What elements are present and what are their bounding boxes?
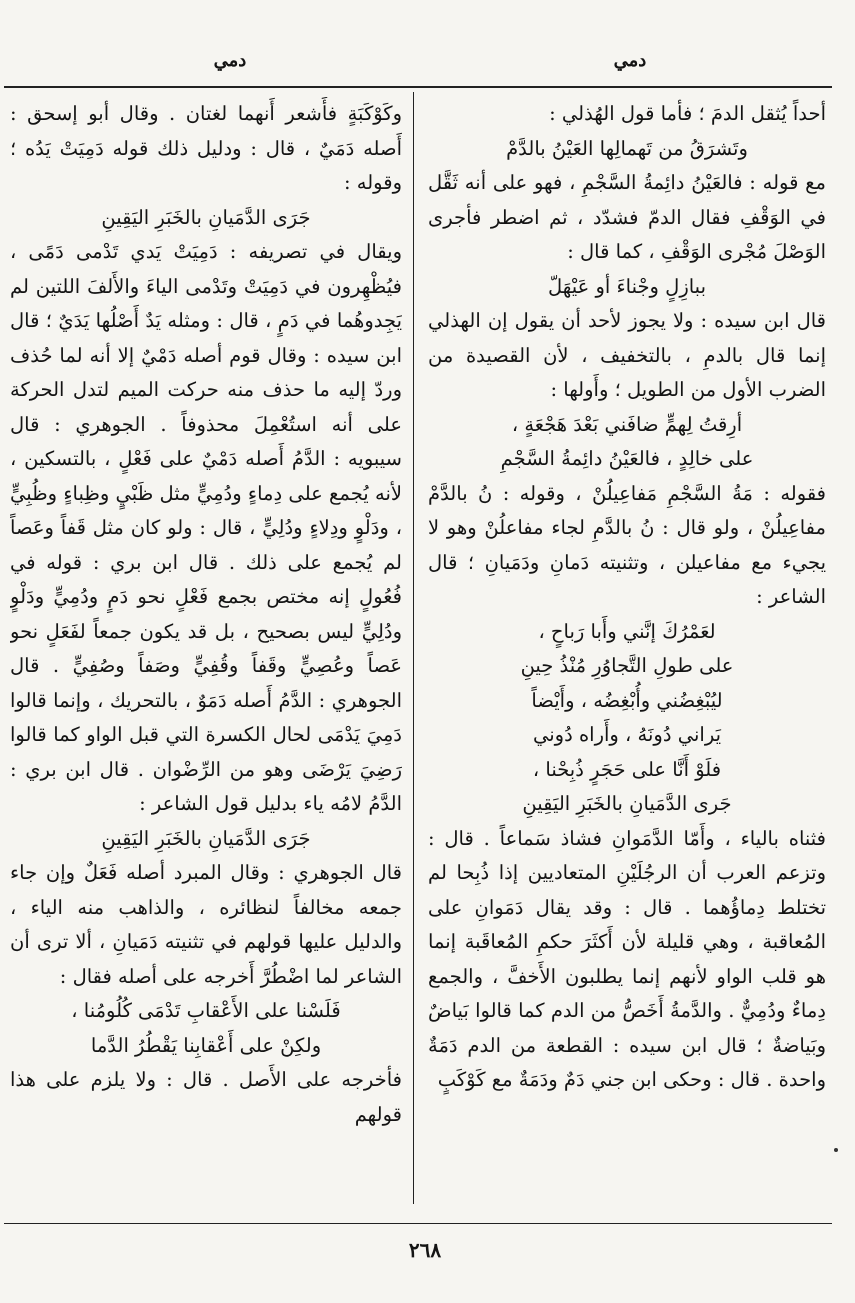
left-column xyxy=(10,97,402,1209)
verse-block xyxy=(428,615,826,822)
right-column xyxy=(428,97,826,1209)
verse-block xyxy=(10,822,402,857)
verse-block xyxy=(428,132,826,167)
verse-line: جَرَى الدَّمَيانِ بالخَبَرِ اليَقِينِ xyxy=(101,205,311,229)
margin-dot xyxy=(834,1148,838,1152)
verse-line: وتَشرَقُ من تَهمالِها العَيْنُ بالدَّمْ xyxy=(506,136,748,160)
body-paragraph: مع قوله : فالعَيْنُ دائِمةُ السَّجْمِ ، فهو على أنه ثَقَّل في الوَقْفِ فقال الدمّ فشدّد ، ثم اضطر فأجرى الوَصْلَ مُجْرى الوَقْفِ ، كما قال : xyxy=(428,171,826,263)
verse-line: فَلَسْنا على الأَعْقابِ تَدْمَى كُلُومُنا ، xyxy=(71,999,341,1022)
verse-line: جَرَى الدَّمَيانِ بالخَبَرِ اليَقِينِ xyxy=(101,826,311,850)
verse-line: على خالِدٍ ، فالعَيْنُ دائِمةُ السَّجْمِ xyxy=(500,447,754,470)
body-paragraph: ويقال في تصريفه : دَمِيَتْ يَدي تَدْمى دَمًى ، فيُظْهِرون في دَمِيَتْ وتَدْمى الياءَ والأَلفَ اللتين لم يَجِدوهُما في دَمٍ ، قال : ومثله يَدٌ أَصْلُها يَدَيٌ ؛ قال ابن سيده : وقال قوم أصله دَمْيٌ إلا أنه لما حُذف وردّ إليه ما حذف منه حركت الميم لتدل الحركة على أنه استُعْمِلَ محذوفاً . الجوهري : قال سيبويه : الدَّمُ أَصله دَمْيٌ على فَعْلٍ ، بالتسكين ، لأنه يُجمع على دِماءٍ ودُمِيٍّ مثل ظَبْيٍ وظِباءٍ وظُبِيٍّ ، ودَلْوٍ ودِلاءٍ ودُلِيٍّ ، قال : ولو كان مثل قَفاً وعَصاً لم يُجمع على ذلك . قال ابن بري : قوله في فُعُولٍ إنه مختص بجمع فَعْلٍ نحو دَمٍ ودُمِيٍّ ودَلْوٍ ودُلِيٍّ ليس بصحيح ، بل قد يكون جمعاً لفَعَلٍ نحو عَصاً وعُصِيٍّ وقَفاً وقُفِيٍّ وصَفاً وصُفِيٍّ . قال الجوهري : الدَّمُ أَصله دَمَوٌ ، بالتحريك ، وإنما قالوا دَمِيَ يَدْمَى لحال الكسرة التي قبل الواو كما قالوا رَضِيَ يَرْضَى وهو من الرِّضْوان . قال ابن بري : الدَّمُ لامُه ياء بدليل قول الشاعر : xyxy=(10,240,402,815)
header-keyword-right: دمي xyxy=(613,50,647,71)
header-rule xyxy=(4,86,832,88)
body-paragraph: قال الجوهري : وقال المبرد أصله فَعَلٌ وإن جاء جمعه مخالفاً لنظائره ، والذاهب منه الياء ، والدليل عليها قولهم في تثنيته دَمَيانِ ، ألا ترى أن الشاعر لما اضْطُرَّ أَخرجه على أصله فقال : xyxy=(10,861,402,988)
body-paragraph: فقوله : مَةُ السَّجْمِ مَفاعِيلُنْ ، وقوله : نُ بالدَّمْ مفاعِيلُنْ ، ولو قال : نُ بالدَّمِ لجاء مفاعلُنْ وهو لا يجيء مع مفاعيلن ، وتثنيته دَمانِ ودَمَيانِ ؛ قال الشاعر : xyxy=(428,481,826,608)
verse-block xyxy=(428,408,826,477)
body-paragraph: فثناه بالياء ، وأَمّا الدَّمَوانِ فشاذ سَماعاً . قال : وتزعم العرب أن الرجُلَيْنِ المتعاديين إذا ذُبِحا لم تختلط دِماؤُهما . قال : وقد يقال دَمَوانِ على المُعاقبة ، وهي قليلة لأن أَكثَرَ حكمِ المُعاقَبة إنما هو قلب الواو لأنهم إنما يطلبون الأَخفَّ ، والجمع دِماءٌ ودُمِيٌّ . والدَّمةُ أَخَصُّ من الدم كما قالوا بَياضٌ وبَياضةٌ ؛ قال ابن سيده : القطعة من الدم دَمَةٌ واحدة . قال : وحكى ابن جني دَمٌ ودَمَةٌ مع كَوْكَبٍ xyxy=(428,826,826,1091)
verse-block xyxy=(10,994,402,1063)
body-paragraph: وكَوْكَبَةٍ فأَشعر أَنهما لغتان . وقال أبو إسحق : أَصله دَمَيٌ ، قال : ودليل ذلك قوله دَمِيَتْ يَدُه ؛ وقوله : xyxy=(10,102,402,194)
verse-line: فلَوْ أَنَّا على حَجَرٍ ذُبِحْنا ، xyxy=(532,757,722,781)
verse-block xyxy=(428,270,826,305)
page-number: ٢٦٨ xyxy=(408,1238,442,1262)
body-paragraph: قال ابن سيده : ولا يجوز لأحد أن يقول إن الهذلي إنما قال بالدمِ ، بالتخفيف ، لأن القصيدة من الضرب الأول من الطويل ؛ وأَولها : xyxy=(428,309,826,401)
verse-line: يَراني دُونَهُ ، وأَراه دُوني xyxy=(532,723,722,746)
verse-line: ببازِلٍ وجْناءَ أو عَيْهَلّ xyxy=(547,274,706,298)
body-paragraph: فأخرجه على الأَصل . قال : ولا يلزم على هذا قولهم xyxy=(10,1068,402,1126)
verse-line: على طولِ التَّجاوُرِ مُنْذُ حِينِ xyxy=(520,654,734,677)
footer-rule xyxy=(4,1223,832,1224)
header-keyword-left: دمي xyxy=(213,50,247,71)
verse-line: ليُبْغِضُني وأُبْغِضُه ، وأَيْضاً xyxy=(531,688,723,712)
body-paragraph: أحداً يُثقل الدمَ ؛ فأما قول الهُذلي : xyxy=(549,102,826,125)
verse-block xyxy=(10,201,402,236)
verse-line: ولكِنْ على أَعْقابِنا يَقْطُرُ الدَّما xyxy=(90,1033,322,1057)
verse-line: لعَمْرُكَ إنَّني وأَبا رَباحٍ ، xyxy=(538,619,716,643)
column-divider xyxy=(413,92,414,1204)
verse-line: أرِقتُ لِهمٍّ ضافَني بَعْدَ هَجْعَةٍ ، xyxy=(511,412,743,436)
page-header xyxy=(0,50,855,80)
verse-line: جَرى الدَّمَيانِ بالخَبَرِ اليَقِينِ xyxy=(522,792,732,815)
